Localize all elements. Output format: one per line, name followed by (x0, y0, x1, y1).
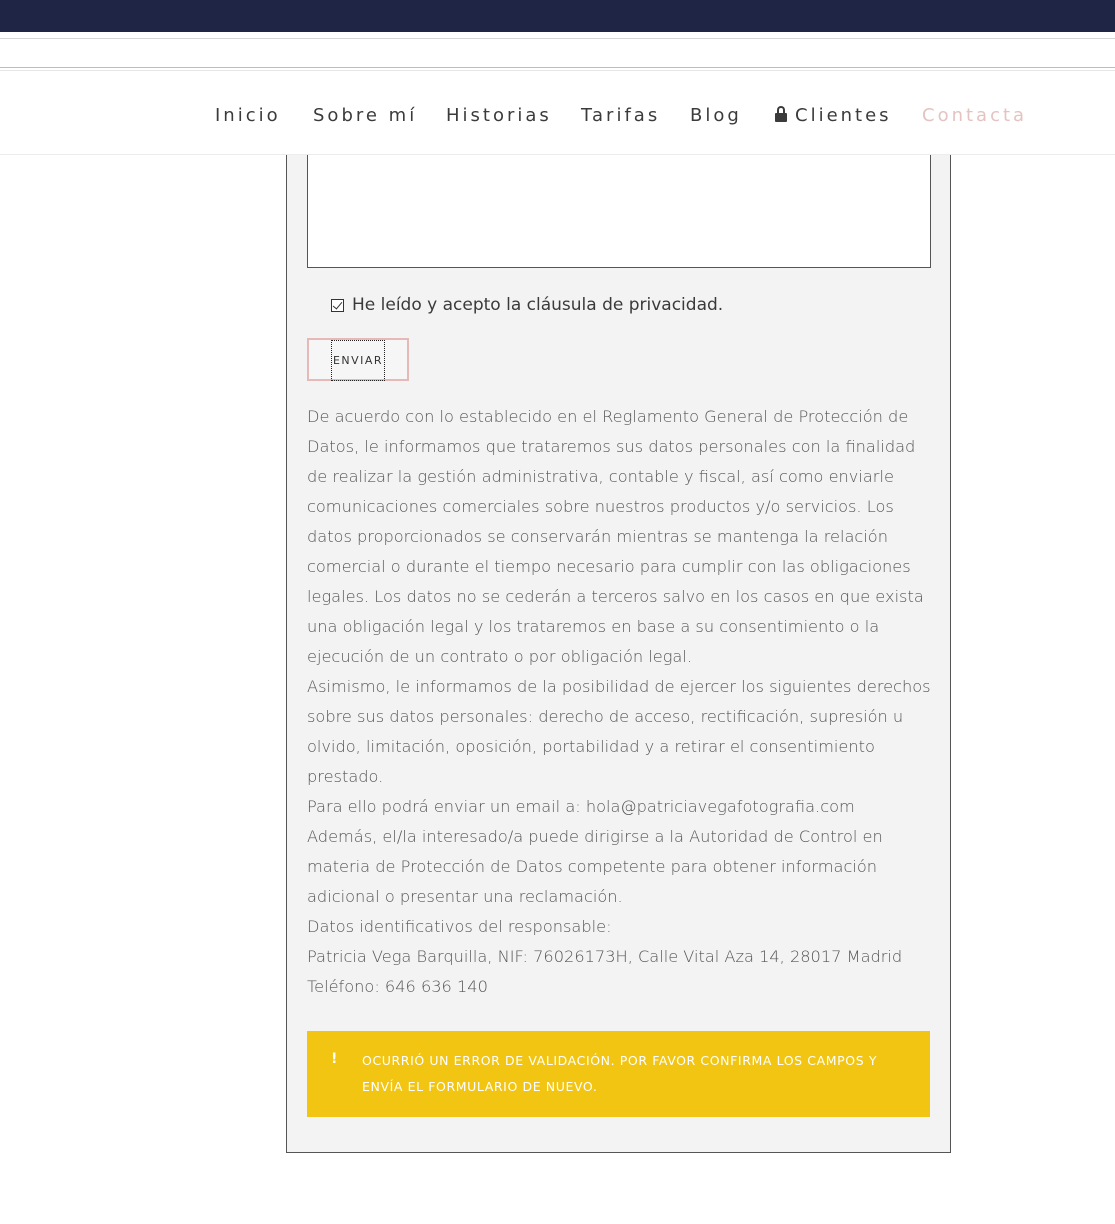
nav-item-clientes-label: Clientes (795, 105, 892, 126)
contact-form-panel (286, 150, 951, 1153)
legal-paragraph: Además, el/la interesado/a puede dirigirse a la Autoridad de Control en materia de Protección de Datos competente para obtener información adicional o presentar una reclamación. (307, 827, 883, 906)
lock-icon (775, 106, 787, 122)
validation-error-alert (307, 1031, 930, 1117)
top-strip (0, 38, 1115, 68)
nav-item-contacta[interactable]: Contacta (922, 105, 1028, 126)
top-divider (0, 70, 1115, 71)
legal-paragraph: Para ello podrá enviar un email a: hola@patriciavegafotografia.com (307, 797, 855, 816)
privacy-consent (331, 293, 723, 317)
privacy-checkbox[interactable] (331, 299, 344, 312)
browser-top-bar (0, 0, 1115, 32)
nav-item-sobre-mi[interactable]: Sobre mí (313, 105, 418, 126)
message-textarea[interactable] (307, 150, 931, 268)
validation-error-message: OCURRIÓ UN ERROR DE VALIDACIÓN. POR FAVOR CONFIRMA LOS CAMPOS Y ENVÍA EL FORMULARIO DE NUEVO. (362, 1053, 878, 1094)
send-button-label: ENVIAR (331, 340, 385, 381)
exclamation-icon: ! (331, 1051, 338, 1067)
legal-paragraph: De acuerdo con lo establecido en el Reglamento General de Protección de Datos, le informamos que trataremos sus datos personales con la finalidad de realizar la gestión administrativa, contable y fiscal, así como enviarle comunicaciones comerciales sobre nuestros productos y/o servicios. Los datos proporcionados se conservarán mientras se mantenga la relación comercial o durante el tiempo necesario para cumplir con las obligaciones legales. Los datos no se cederán a terceros salvo en los casos en que exista una obligación legal y los trataremos en base a su consentimiento o la ejecución de un contrato o por obligación legal. (307, 407, 924, 666)
nav-item-tarifas[interactable]: Tarifas (581, 105, 661, 126)
nav-item-clientes[interactable] (775, 105, 892, 127)
main-nav (0, 72, 1115, 155)
nav-item-blog[interactable]: Blog (690, 105, 742, 126)
privacy-consent-label: He leído y acepto la cláusula de privacidad. (352, 295, 724, 315)
legal-paragraph: Datos identificativos del responsable: (307, 917, 612, 936)
nav-item-historias[interactable]: Historias (446, 105, 552, 126)
send-button[interactable] (307, 338, 409, 381)
legal-paragraph: Patricia Vega Barquilla, NIF: 76026173H, Calle Vital Aza 14, 28017 Madrid (307, 947, 903, 966)
nav-item-inicio[interactable]: Inicio (215, 105, 281, 126)
privacy-legal-text (307, 402, 933, 1002)
legal-paragraph: Asimismo, le informamos de la posibilidad de ejercer los siguientes derechos sobre sus datos personales: derecho de acceso, rectificación, supresión u olvido, limitación, oposición, portabilidad y a retirar el consentimiento prestado. (307, 677, 931, 786)
legal-paragraph: Teléfono: 646 636 140 (307, 977, 488, 996)
